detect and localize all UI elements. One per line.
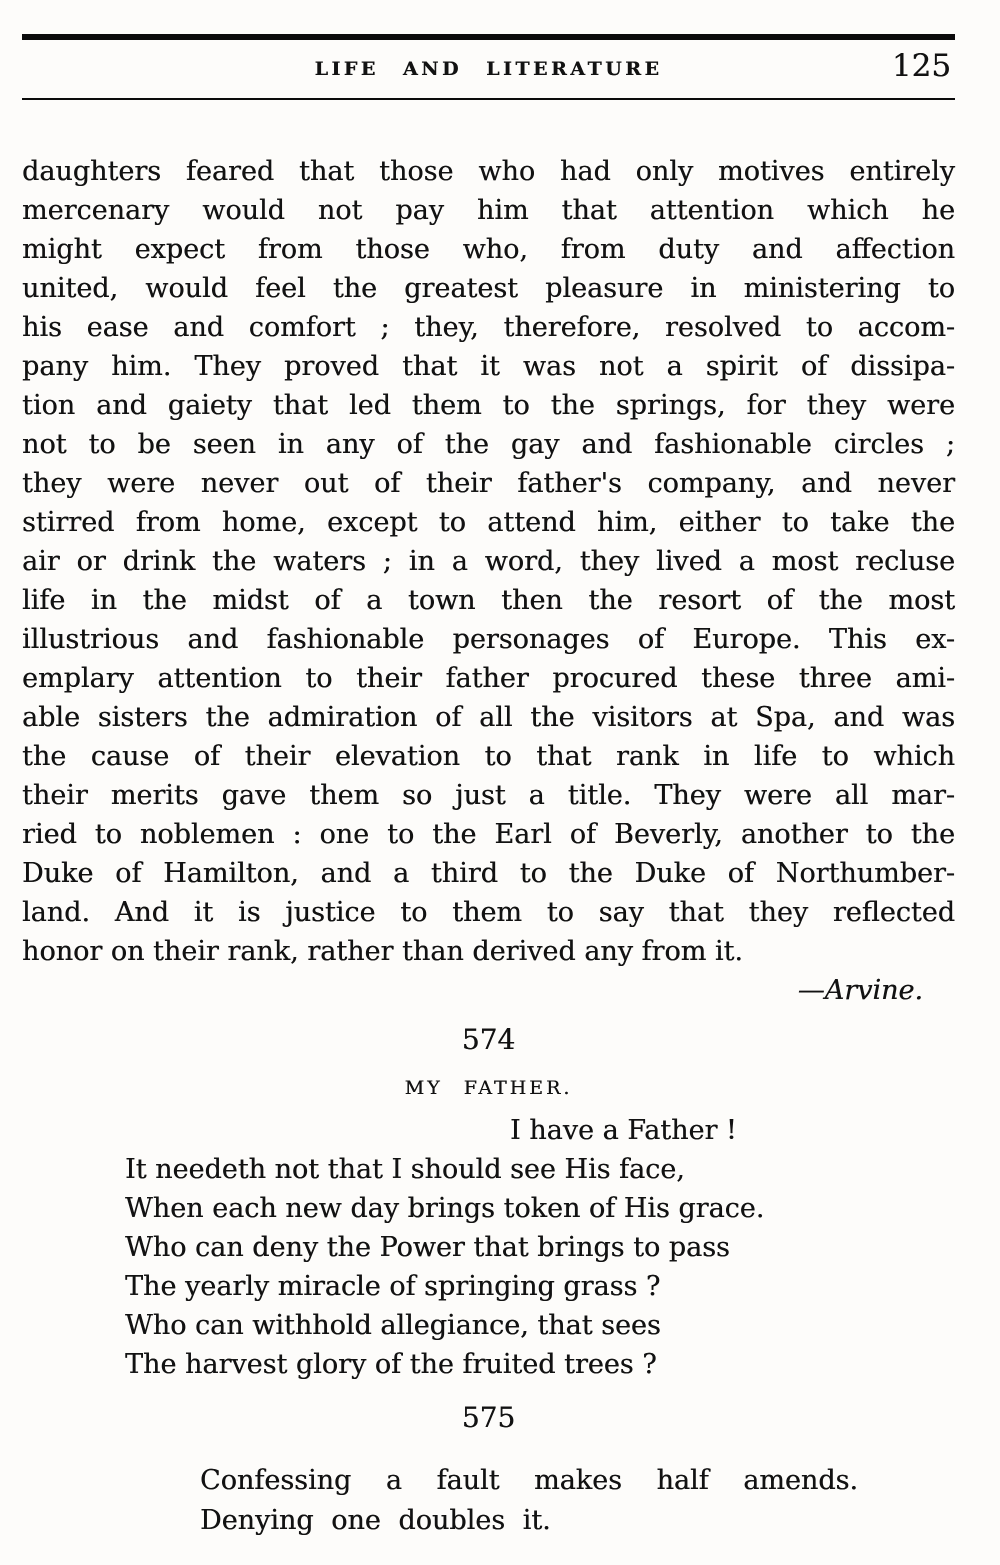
header-row: [22, 40, 955, 98]
paragraph-line: honor on their rank, rather than derived any from it.: [22, 936, 743, 967]
header-bottom-rule: [22, 98, 955, 100]
poem-line: Who can deny the Power that brings to pass: [125, 1232, 730, 1263]
page-number: 125: [891, 48, 951, 84]
poem-opening-line: I have a Father !: [510, 1115, 737, 1146]
paragraph-line: stirred from home, except to attend him, either to take the: [22, 507, 955, 538]
aphorism-line: Confessing a fault makes half amends.: [200, 1465, 858, 1496]
paragraph-line: tion and gaiety that led them to the springs, for they were: [22, 390, 955, 421]
paragraph-line: the cause of their elevation to that rank in life to which: [22, 741, 955, 772]
paragraph-line: pany him. They proved that it was not a spirit of dissipa-: [22, 351, 955, 382]
poem-title: MY FATHER.: [404, 1077, 573, 1099]
paragraph-line: able sisters the admiration of all the visitors at Spa, and was: [22, 702, 955, 733]
paragraph-line: not to be seen in any of the gay and fashionable circles ;: [22, 429, 955, 460]
poem-line: The yearly miracle of springing grass ?: [125, 1271, 661, 1302]
paragraph-line: Duke of Hamilton, and a third to the Duke of Northumber-: [22, 858, 955, 889]
paragraph-line: mercenary would not pay him that attention which he: [22, 195, 955, 226]
attribution: —Arvine.: [797, 975, 923, 1006]
page-body: [22, 152, 955, 1541]
aphorism: [200, 1461, 858, 1541]
paragraph-line: life in the midst of a town then the resort of the most: [22, 585, 955, 616]
section-number-574: 574: [461, 1023, 516, 1056]
poem-line: The harvest glory of the fruited trees ?: [125, 1349, 657, 1380]
section-number-575: 575: [461, 1401, 516, 1434]
paragraph-line: daughters feared that those who had only motives entirely: [22, 156, 955, 187]
paragraph-line: they were never out of their father's company, and never: [22, 468, 955, 499]
poem-line: Who can withhold allegiance, that sees: [125, 1310, 661, 1341]
paragraph-line: might expect from those who, from duty and affection: [22, 234, 955, 265]
poem-line: When each new day brings token of His grace.: [125, 1193, 765, 1224]
page-header: [22, 34, 955, 100]
paragraph-line: ried to noblemen : one to the Earl of Beverly, another to the: [22, 819, 955, 850]
paragraph-line: land. And it is justice to them to say that they reflected: [22, 897, 955, 928]
paragraph-line: emplary attention to their father procured these three ami-: [22, 663, 955, 694]
paragraph-line: his ease and comfort ; they, therefore, resolved to accom-: [22, 312, 955, 343]
aphorism-line: Denying one doubles it.: [200, 1505, 551, 1536]
poem: [125, 1111, 955, 1384]
main-paragraph: [22, 152, 955, 971]
paragraph-line: united, would feel the greatest pleasure in ministering to: [22, 273, 955, 304]
paragraph-line: illustrious and fashionable personages of Europe. This ex-: [22, 624, 955, 655]
paragraph-line: their merits gave them so just a title. They were all mar-: [22, 780, 955, 811]
poem-line: It needeth not that I should see His face,: [125, 1154, 685, 1185]
paragraph-line: air or drink the waters ; in a word, they lived a most recluse: [22, 546, 955, 577]
running-title: LIFE AND LITERATURE: [314, 58, 663, 80]
